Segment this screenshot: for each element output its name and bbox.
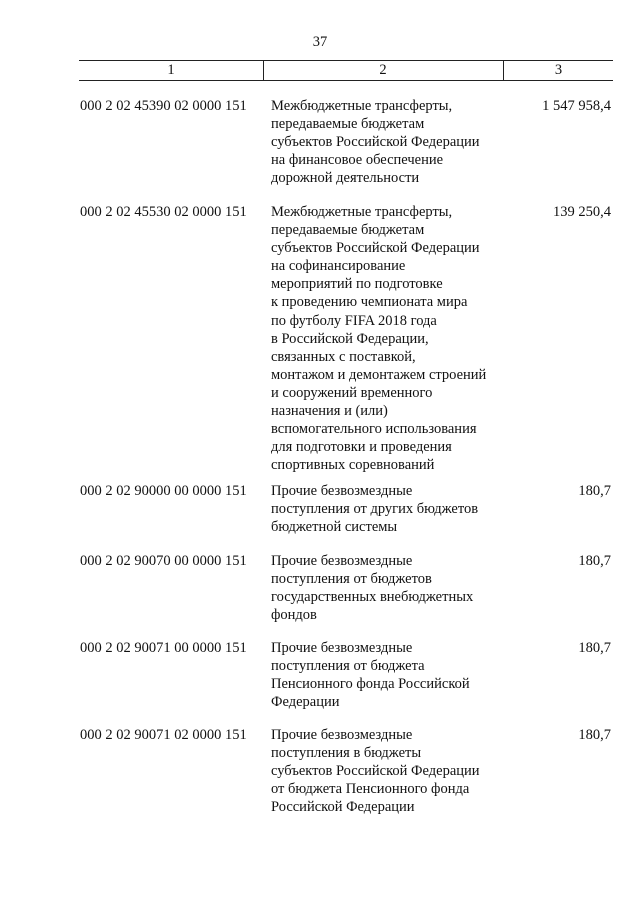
budget-code: 000 2 02 90070 00 0000 151 [80,553,247,569]
description-line: монтажом и демонтажем строений [271,366,487,383]
description-line: для подготовки и проведения [271,439,452,456]
row-description [271,639,511,711]
description-line: и сооружений временного [271,384,433,401]
description-line: Прочие безвозмездные [271,727,413,743]
description-line: государственных внебюджетных [271,589,474,606]
description-line: Федерации [271,694,340,711]
header-col-1: 1 [79,61,264,80]
budget-code: 000 2 02 90000 00 0000 151 [80,483,247,499]
description-line: Прочие безвозмездные [271,483,413,499]
description-line: вспомогательного использования [271,421,477,438]
description-line: от бюджета Пенсионного фонда [271,781,470,798]
description-line: спортивных соревнований [271,457,435,474]
description-line: в Российской Федерации, [271,330,429,347]
description-line: поступления от бюджетов [271,571,432,588]
description-line: субъектов Российской Федерации [271,763,480,780]
row-description [271,726,511,816]
description-line: бюджетной системы [271,519,398,536]
row-description [271,482,511,536]
table-header [79,60,613,81]
description-line: передаваемые бюджетам [271,222,425,239]
row-description [271,552,511,624]
description-line: поступления в бюджеты [271,745,422,762]
page-number: 37 [312,34,328,50]
description-line: по футболу FIFA 2018 года [271,312,437,329]
description-line: на софинансирование [271,258,406,275]
description-line: фондов [271,607,317,624]
description-line: поступления от других бюджетов [271,501,479,518]
description-line: субъектов Российской Федерации [271,134,480,151]
description-line: связанных с поставкой, [271,348,416,365]
row-description [271,203,511,474]
description-line: мероприятий по подготовке [271,276,443,293]
amount: 180,7 [578,553,611,569]
description-line: Межбюджетные трансферты, [271,204,453,220]
budget-code: 000 2 02 90071 02 0000 151 [80,727,247,743]
budget-code: 000 2 02 45390 02 0000 151 [80,98,247,114]
description-line: Прочие безвозмездные [271,553,413,569]
description-line: к проведению чемпионата мира [271,294,468,311]
description-line: Пенсионного фонда Российской [271,676,470,693]
amount: 180,7 [578,727,611,743]
amount: 1 547 958,4 [542,98,611,114]
description-line: передаваемые бюджетам [271,116,425,133]
budget-code: 000 2 02 90071 00 0000 151 [80,640,247,656]
description-line: субъектов Российской Федерации [271,240,480,257]
header-col-3: 3 [554,62,563,78]
budget-code: 000 2 02 45530 02 0000 151 [80,204,247,220]
row-description [271,97,511,187]
amount: 180,7 [578,483,611,499]
description-line: назначения и (или) [271,403,388,420]
amount: 139 250,4 [553,204,611,220]
description-line: на финансовое обеспечение [271,152,444,169]
amount: 180,7 [578,640,611,656]
header-col-2: 2 [263,61,504,80]
description-line: Российской Федерации [271,799,415,816]
description-line: Прочие безвозмездные [271,640,413,656]
description-line: Межбюджетные трансферты, [271,98,453,114]
description-line: поступления от бюджета [271,658,425,675]
description-line: дорожной деятельности [271,170,420,187]
